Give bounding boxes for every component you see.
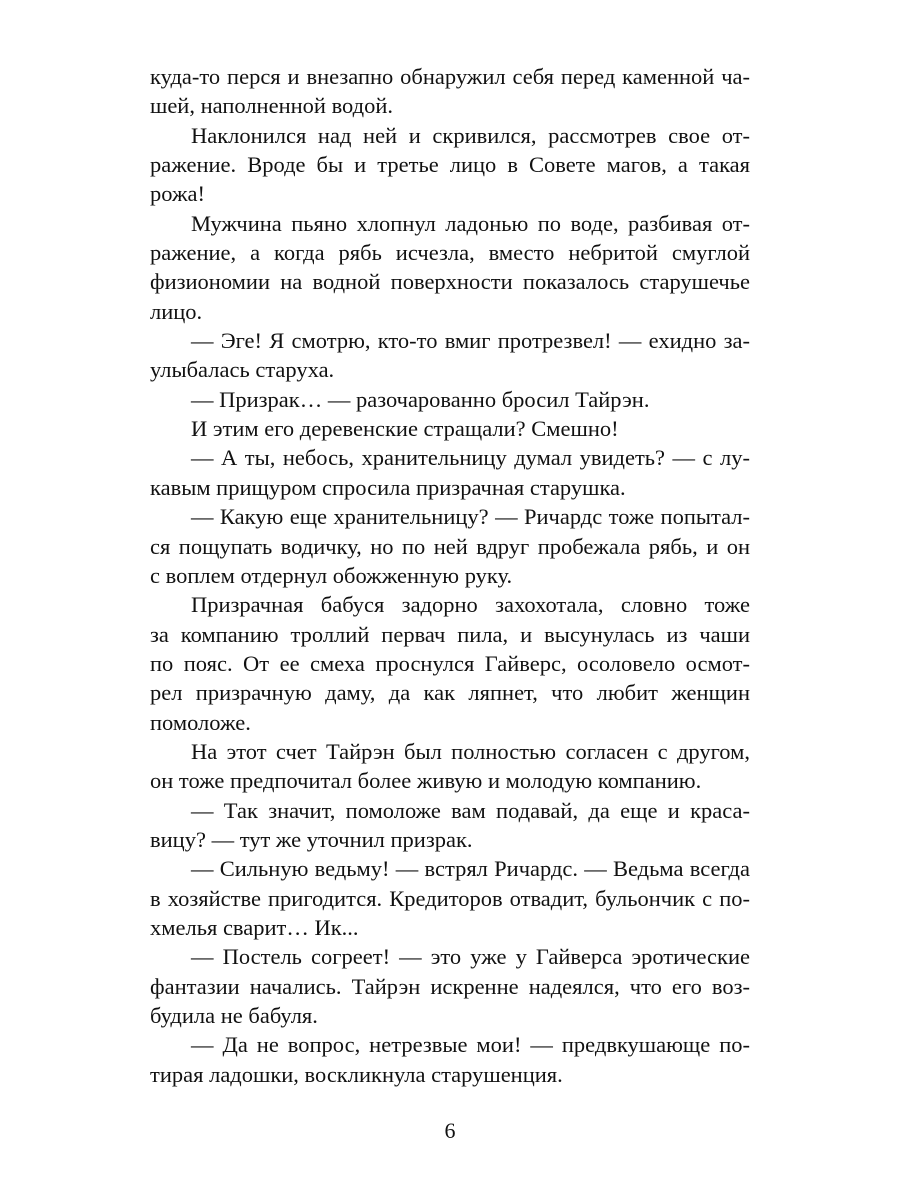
text-line: — Постель согреет! — это уже у Гайверса эротические [191, 944, 750, 970]
text-line: по пояс. От ее смеха проснулся Гайверс, осоловело осмот- [150, 650, 750, 676]
text-line: вицу? — тут же уточнил призрак. [150, 826, 473, 852]
text-line: — Сильную ведьму! — встрял Ричардс. — Ведьма всегда [191, 856, 750, 882]
text-line: лицо. [150, 298, 203, 324]
text-line: тирая ладошки, воскликнула старушенция. [150, 1061, 563, 1087]
text-line: он тоже предпочитал более живую и молодую компанию. [150, 768, 702, 794]
text-line: — Так значит, помоложе вам подавай, да еще и краса- [191, 797, 750, 823]
text-line: кавым прищуром спросила призрачная старушка. [150, 474, 626, 500]
text-line: — Призрак… — разочарованно бросил Тайрэн. [191, 386, 650, 412]
text-line: физиономии на водной поверхности показалось старушечье [150, 269, 750, 295]
text-line: хмелья сварит… Ик... [150, 914, 359, 940]
text-line: Мужчина пьяно хлопнул ладонью по воде, разбивая от- [191, 210, 750, 236]
text-line: Наклонился над ней и скривился, рассмотрев свое от- [191, 122, 750, 148]
text-line: с воплем отдернул обожженную руку. [150, 562, 513, 588]
text-line: рожа! [150, 181, 205, 207]
text-line: Призрачная бабуся задорно захохотала, словно тоже [191, 592, 750, 618]
text-line: — А ты, небось, хранительницу думал увидеть? — с лу- [191, 445, 750, 471]
text-line: шей, наполненной водой. [150, 93, 394, 119]
text-line: куда-то перся и внезапно обнаружил себя перед каменной ча- [150, 64, 750, 89]
text-line: — Да не вопрос, нетрезвые мои! — предвкушающе по- [191, 1032, 750, 1058]
text-line: — Эге! Я смотрю, кто-то вмиг протрезвел! — ехидно за- [191, 328, 750, 354]
text-line: ся пощупать водичку, но по ней вдруг пробежала рябь, и он [150, 533, 750, 559]
text-line: На этот счет Тайрэн был полностью согласен с другом, [191, 738, 750, 764]
text-line: в хозяйстве пригодится. Кредиторов отвадит, бульончик с по- [150, 885, 750, 911]
text-line: И этим его деревенские стращали? Смешно! [191, 416, 619, 442]
text-line: рел призрачную даму, да как ляпнет, что любит женщин [150, 680, 750, 706]
text-line: — Какую еще хранительницу? — Ричардс тоже попытал- [191, 504, 750, 530]
text-line: будила не бабуля. [150, 1003, 318, 1028]
page-number: 6 [444, 1118, 456, 1143]
text-line: помоложе. [150, 709, 251, 735]
text-line: улыбалась старуха. [150, 357, 335, 383]
text-line: фантазии начались. Тайрэн искренне надеялся, что его воз- [150, 973, 750, 999]
text-line: за компанию троллий первач пила, и высунулась из чаши [150, 621, 750, 647]
text-line: ражение, а когда рябь исчезла, вместо небритой смуглой [150, 240, 750, 266]
body-text [150, 62, 750, 1089]
text-line: ражение. Вроде бы и третье лицо в Совете магов, а такая [150, 152, 750, 178]
